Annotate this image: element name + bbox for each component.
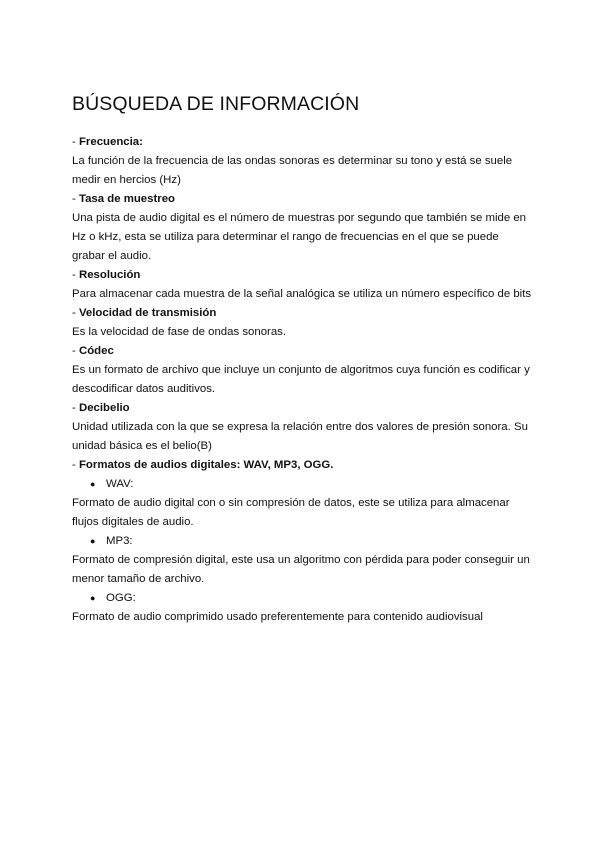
format-text-mp3: Formato de compresión digital, este usa un algoritmo con pérdida para poder conseguir un menor tamaño de archivo. [72,554,530,585]
section-heading-decibelio: - Decibelio [72,402,130,414]
section-heading-velocidad-de-transmision: - Velocidad de transmisión [72,307,217,319]
page-title: BÚSQUEDA DE INFORMACIÓN [72,93,360,115]
list-item-mp3: ● MP3: [72,532,532,551]
list-item-ogg: ● OGG: [72,589,532,608]
bullet-icon: ● [90,479,96,489]
section-heading-codec: - Códec [72,345,114,357]
section-text-decibelio: Unidad utilizada con la que se expresa la relación entre dos valores de presión sonora. Su unidad básica es el belio(B) [72,421,528,452]
document-body [72,133,532,627]
format-text-ogg: Formato de audio comprimido usado preferentemente para contenido audiovisual [72,611,483,623]
section-heading-frecuencia: - Frecuencia: [72,136,143,148]
section-text-velocidad-de-transmision: Es la velocidad de fase de ondas sonoras. [72,326,287,338]
section-heading-resolucion: - Resolución [72,269,141,281]
bullet-icon: ● [90,536,96,546]
bullet-icon: ● [90,593,96,603]
section-text-resolucion: Para almacenar cada muestra de la señal analógica se utiliza un número específico de bits [72,288,532,300]
list-item-wav: ● WAV: [72,475,532,494]
section-text-tasa-de-muestreo: Una pista de audio digital es el número de muestras por segundo que también se mide en Hz o kHz, esta se utiliza para determinar el rango de frecuencias en el que se puede grabar el audio. [72,212,527,262]
section-text-codec: Es un formato de archivo que incluye un conjunto de algoritmos cuya función es codificar y descodificar datos auditivos. [72,364,530,395]
format-text-wav: Formato de audio digital con o sin compresión de datos, este se utiliza para almacenar flujos digitales de audio. [72,497,510,528]
section-heading-formatos: - Formatos de audios digitales: WAV, MP3, OGG. [72,459,334,471]
section-heading-tasa-de-muestreo: - Tasa de muestreo [72,193,175,205]
section-text-frecuencia: La función de la frecuencia de las ondas sonoras es determinar su tono y está se suele medir en hercios (Hz) [72,155,513,186]
